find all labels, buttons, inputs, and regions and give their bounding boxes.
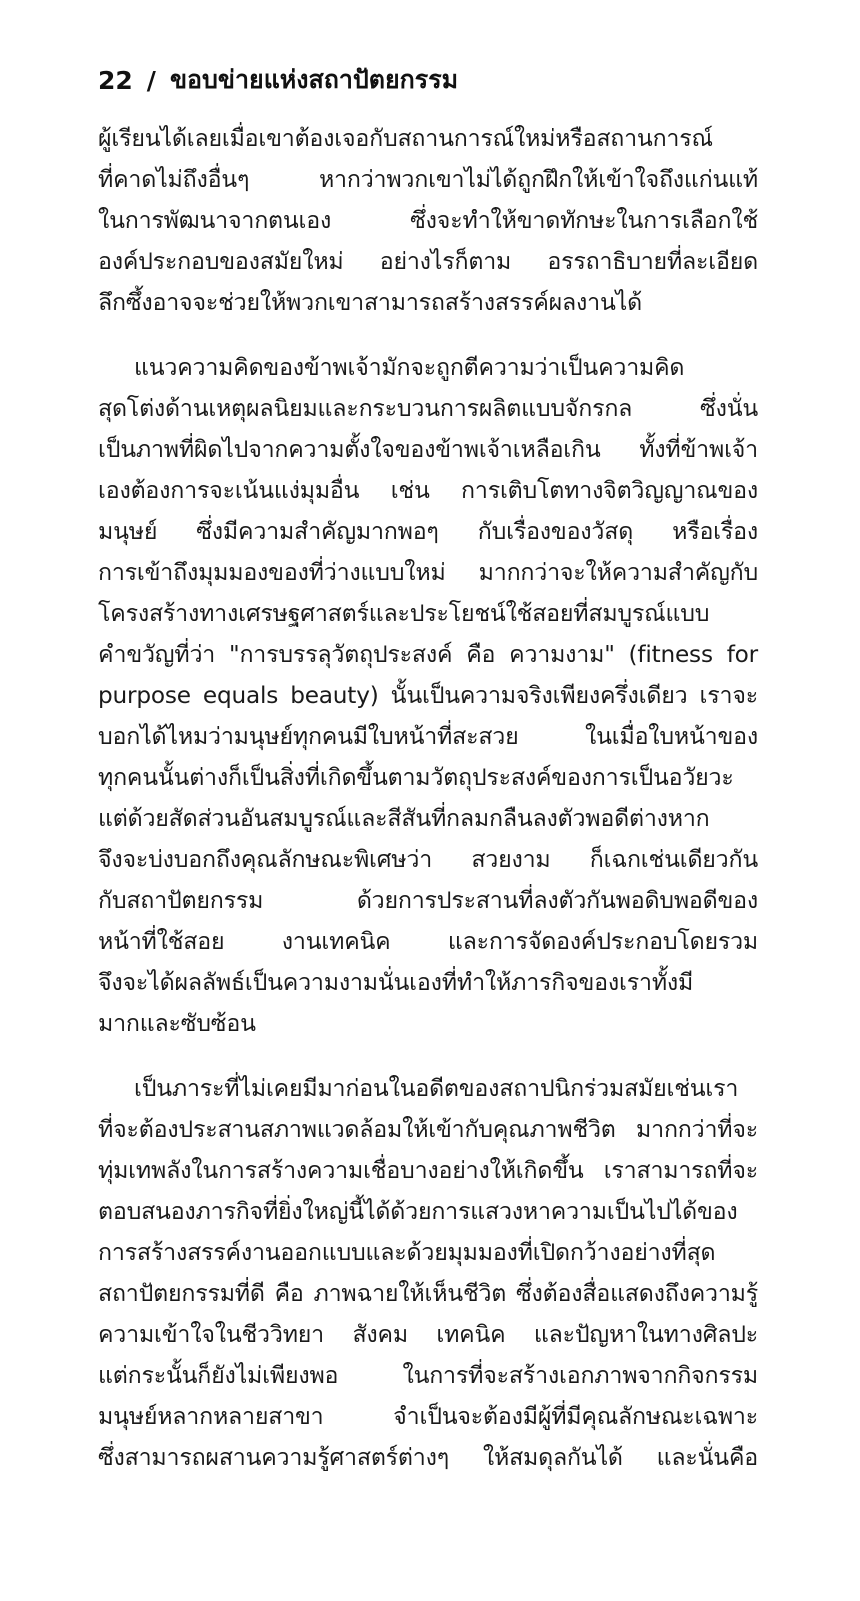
paragraph-3 xyxy=(98,1068,758,1478)
text-line: การสร้างสรรค์งานออกแบบและด้วยมุมมองที่เปิดกว้างอย่างที่สุด xyxy=(98,1239,716,1266)
body-text xyxy=(98,118,758,1478)
text-line: สถาปัตยกรรมที่ดี คือ ภาพฉายให้เห็นชีวิต ซึ่งต้องสื่อแสดงถึงความรู้ xyxy=(98,1280,758,1307)
paragraph-gap xyxy=(98,1044,758,1068)
text-line: มนุษย์หลากหลายสาขา จำเป็นจะต้องมีผู้ที่มีคุณลักษณะเฉพาะ xyxy=(98,1403,758,1430)
text-line: ซึ่งสามารถผสานความรู้ศาสตร์ต่างๆ ให้สมดุลกันได้ และนั่นคือ xyxy=(98,1444,758,1471)
text-line: จึงจะได้ผลลัพธ์เป็นความงามนั่นเองที่ทำให้ภารกิจของเราทั้งมี xyxy=(98,969,694,996)
text-line: เป็นภาพที่ผิดไปจากความตั้งใจของข้าพเจ้าเหลือเกิน ทั้งที่ข้าพเจ้า xyxy=(98,436,758,463)
book-title: ขอบข่ายแห่งสถาปัตยกรรม xyxy=(169,65,459,94)
running-header xyxy=(98,60,458,100)
text-line: บอกได้ไหมว่ามนุษย์ทุกคนมีใบหน้าที่สะสวย ในเมื่อใบหน้าของ xyxy=(98,723,758,750)
text-line: แนวความคิดของข้าพเจ้ามักจะถูกตีความว่าเป็นความคิด xyxy=(134,354,685,381)
text-line: กับสถาปัตยกรรม ด้วยการประสานที่ลงตัวกันพอดิบพอดีของ xyxy=(98,887,758,914)
text-line: purpose equals beauty) นั้นเป็นความจริงเพียงครึ่งเดียว เราจะ xyxy=(98,682,758,709)
text-line: ความเข้าใจในชีววิทยา สังคม เทคนิค และปัญหาในทางศิลปะ xyxy=(98,1321,758,1348)
text-line: คำขวัญที่ว่า "การบรรลุวัตถุประสงค์ คือ ความงาม" (fitness for xyxy=(98,641,758,668)
text-line: ที่จะต้องประสานสภาพแวดล้อมให้เข้ากับคุณภาพชีวิต มากกว่าที่จะ xyxy=(98,1116,758,1143)
text-line: แต่ด้วยสัดส่วนอันสมบูรณ์และสีสันที่กลมกลืนลงตัวพอดีต่างหาก xyxy=(98,805,710,832)
text-line: เป็นภาระที่ไม่เคยมีมาก่อนในอดีตของสถาปนิกร่วมสมัยเช่นเรา xyxy=(134,1075,739,1102)
text-line: ในการพัฒนาจากตนเอง ซึ่งจะทำให้ขาดทักษะในการเลือกใช้ xyxy=(98,207,758,234)
text-line: ทุ่มเทพลังในการสร้างความเชื่อบางอย่างให้เกิดขึ้น เราสามารถที่จะ xyxy=(98,1157,758,1184)
paragraph-gap xyxy=(98,323,758,347)
text-line: หน้าที่ใช้สอย งานเทคนิค และการจัดองค์ประกอบโดยรวม xyxy=(98,928,758,955)
text-line: ที่คาดไม่ถึงอื่นๆ หากว่าพวกเขาไม่ได้ถูกฝึกให้เข้าใจถึงแก่นแท้ xyxy=(98,166,758,193)
text-line: ทุกคนนั้นต่างก็เป็นสิ่งที่เกิดขึ้นตามวัตถุประสงค์ของการเป็นอวัยวะ xyxy=(98,764,734,791)
text-line: องค์ประกอบของสมัยใหม่ อย่างไรก็ตาม อรรถาธิบายที่ละเอียด xyxy=(98,248,758,275)
page-number: 22 xyxy=(98,65,133,95)
text-line: ตอบสนองภารกิจที่ยิ่งใหญ่นี้ได้ด้วยการแสวงหาความเป็นไปได้ของ xyxy=(98,1198,738,1225)
text-line: เองต้องการจะเน้นแง่มุมอื่น เช่น การเติบโตทางจิตวิญญาณของ xyxy=(98,477,758,504)
text-line: โครงสร้างทางเศรษฐศาสตร์และประโยชน์ใช้สอยที่สมบูรณ์แบบ xyxy=(98,600,710,627)
text-line: แต่กระนั้นก็ยังไม่เพียงพอ ในการที่จะสร้างเอกภาพจากกิจกรรม xyxy=(98,1362,758,1389)
text-line: สุดโต่งด้านเหตุผลนิยมและกระบวนการผลิตแบบจักรกล ซึ่งนั่น xyxy=(98,395,758,422)
text-line: ลึกซึ้งอาจจะช่วยให้พวกเขาสามารถสร้างสรรค์ผลงานได้ xyxy=(98,289,642,316)
paragraph-2 xyxy=(98,347,758,1044)
text-line: จึงจะบ่งบอกถึงคุณลักษณะพิเศษว่า สวยงาม ก็เฉกเช่นเดียวกัน xyxy=(98,846,758,873)
header-separator: / xyxy=(146,65,156,95)
paragraph-1 xyxy=(98,118,758,323)
text-line: มนุษย์ ซึ่งมีความสำคัญมากพอๆ กับเรื่องของวัสดุ หรือเรื่อง xyxy=(98,518,758,545)
text-line: การเข้าถึงมุมมองของที่ว่างแบบใหม่ มากกว่าจะให้ความสำคัญกับ xyxy=(98,559,758,586)
text-line: ผู้เรียนได้เลยเมื่อเขาต้องเจอกับสถานการณ์ใหม่หรือสถานการณ์ xyxy=(98,125,713,152)
text-line: มากและซับซ้อน xyxy=(98,1010,256,1037)
